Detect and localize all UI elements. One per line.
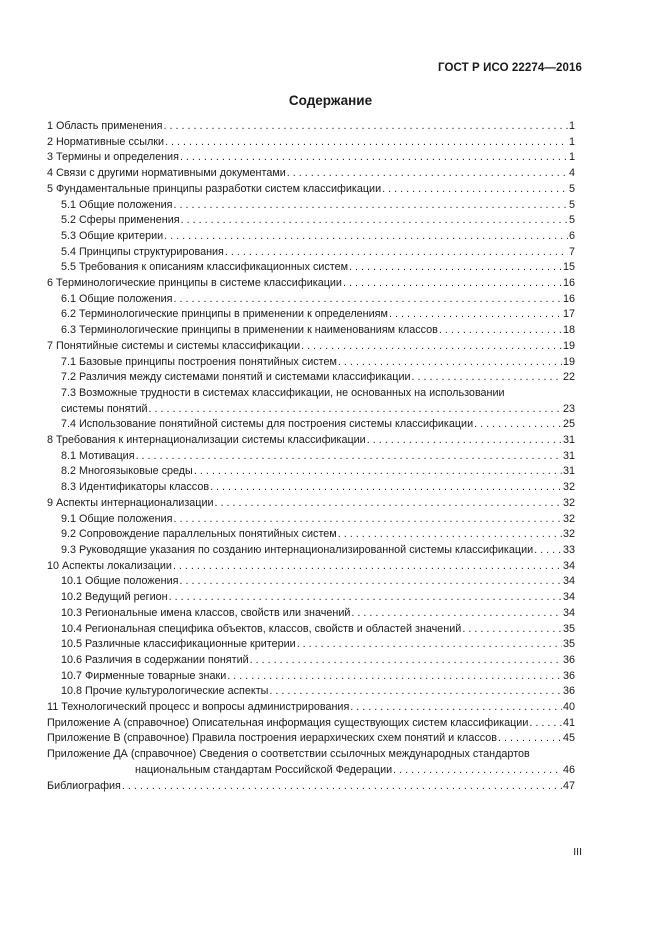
toc-leader-dots xyxy=(210,480,562,496)
toc-entry[interactable] xyxy=(47,669,575,685)
toc-entry-label: 9.1 Общие положения xyxy=(61,512,173,525)
toc-entry[interactable] xyxy=(47,574,575,590)
toc-entry[interactable] xyxy=(47,292,575,308)
toc-entry[interactable] xyxy=(47,213,575,229)
toc-entry[interactable] xyxy=(47,590,575,606)
toc-leader-dots xyxy=(412,370,562,386)
toc-entry-page: 46 xyxy=(562,763,575,776)
toc-entry[interactable] xyxy=(47,417,575,433)
toc-entry-page: 31 xyxy=(562,465,575,478)
toc-entry[interactable] xyxy=(47,229,575,245)
toc-entry[interactable] xyxy=(47,700,575,716)
toc-entry-page: 19 xyxy=(562,339,575,352)
toc-entry[interactable] xyxy=(47,433,575,449)
toc-leader-dots xyxy=(474,417,562,433)
toc-leader-dots xyxy=(462,622,562,638)
toc-entry-label: 10.2 Ведущий регион xyxy=(61,591,168,604)
toc-entry-label: 10.5 Различные классификационные критерии xyxy=(61,638,296,651)
toc-entry[interactable] xyxy=(47,150,575,166)
toc-leader-dots xyxy=(180,574,562,590)
toc-entry-page: 31 xyxy=(562,434,575,447)
toc-leader-dots xyxy=(297,637,562,653)
toc-leader-dots xyxy=(301,339,562,355)
toc-leader-dots xyxy=(194,464,562,480)
toc-entry-page: 34 xyxy=(562,575,575,588)
toc-entry[interactable] xyxy=(47,622,575,638)
toc-entry-multiline[interactable] xyxy=(47,747,575,778)
toc-entry-label: 10.6 Различия в содержании понятий xyxy=(61,653,249,666)
toc-entry-label: 8.2 Многоязыковые среды xyxy=(61,465,193,478)
toc-entry[interactable] xyxy=(47,779,575,795)
toc-entry-label: Приложение В (справочное) Правила построения иерархических схем понятий и классов xyxy=(47,732,497,745)
toc-entry-label: 8 Требования к интернационализации системы классификации xyxy=(47,434,366,447)
toc-entry-page: 34 xyxy=(562,606,575,619)
toc-entry[interactable] xyxy=(47,653,575,669)
toc-entry[interactable] xyxy=(47,276,575,292)
toc-leader-dots xyxy=(165,135,568,151)
toc-entry-label: 5.1 Общие положения xyxy=(61,198,173,211)
toc-entry[interactable] xyxy=(47,370,575,386)
toc-entry-page: 25 xyxy=(562,418,575,431)
toc-leader-dots xyxy=(164,229,568,245)
toc-entry[interactable] xyxy=(47,496,575,512)
toc-entry-page: 23 xyxy=(562,402,575,415)
toc-leader-dots xyxy=(367,433,562,449)
toc-leader-dots xyxy=(136,449,562,465)
toc-entry-label: 9.3 Руководящие указания по созданию интернационализированной системы классификации xyxy=(61,543,534,556)
toc-entry-label-line1: 7.3 Возможные трудности в системах классификации, не основанных на использовании xyxy=(61,386,505,399)
toc-entry-label: 7 Понятийные системы и системы классификации xyxy=(47,339,301,352)
toc-leader-dots xyxy=(382,182,568,198)
toc-entry[interactable] xyxy=(47,512,575,528)
toc-entry-label: 5.5 Требования к описаниям классификационных систем xyxy=(61,261,349,274)
toc-entry-page: 1 xyxy=(568,135,575,148)
document-code: ГОСТ Р ИСО 22274—2016 xyxy=(437,62,582,74)
toc-leader-dots xyxy=(350,700,562,716)
toc-entry-page: 22 xyxy=(562,371,575,384)
toc-title: Содержание xyxy=(288,93,373,108)
toc-entry-label: Приложение А (справочное) Описательная информация существующих систем классификации xyxy=(47,716,529,729)
toc-entry-label: 6 Терминологические принципы в системе классификации xyxy=(47,277,342,290)
toc-entry-label: 10 Аспекты локализации xyxy=(47,559,172,572)
toc-entry[interactable] xyxy=(47,716,575,732)
toc-entry-label: 7.2 Различия между системами понятий и системами классификации xyxy=(61,371,411,384)
toc-entry-page: 32 xyxy=(562,512,575,525)
toc-entry-page: 41 xyxy=(562,716,575,729)
toc-leader-dots xyxy=(181,213,568,229)
toc-entry-label: 10.3 Региональные имена классов, свойств или значений xyxy=(61,606,351,619)
toc-entry-page: 15 xyxy=(562,261,575,274)
toc-entry-page: 1 xyxy=(568,151,575,164)
toc-entry[interactable] xyxy=(47,464,575,480)
toc-entry[interactable] xyxy=(47,731,575,747)
toc-leader-dots xyxy=(164,119,568,135)
toc-entry-label: 3 Термины и определения xyxy=(47,151,179,164)
toc-entry-label: 6.3 Терминологические принципы в применении к наименованиям классов xyxy=(61,324,438,337)
toc-entry-label: 7.1 Базовые принципы построения понятийных систем xyxy=(61,355,337,368)
toc-entry[interactable] xyxy=(47,166,575,182)
toc-entry[interactable] xyxy=(47,323,575,339)
toc-entry-label: 10.8 Прочие культурологические аспекты xyxy=(61,685,269,698)
toc-entry-page: 45 xyxy=(562,732,575,745)
toc-entry-page: 17 xyxy=(562,308,575,321)
toc-entry-page: 32 xyxy=(562,528,575,541)
toc-entry[interactable] xyxy=(47,449,575,465)
toc-entry-label: 6.2 Терминологические принципы в применении к определениям xyxy=(61,308,388,321)
toc-entry-label: 9.2 Сопровождение параллельных понятийных систем xyxy=(61,528,337,541)
toc-leader-dots xyxy=(439,323,562,339)
toc-entry[interactable] xyxy=(47,763,575,779)
toc-leader-dots xyxy=(338,527,562,543)
toc-entry-label: 10.4 Региональная специфика объектов, классов, свойств и областей значений xyxy=(61,622,462,635)
toc-entry-page: 34 xyxy=(562,591,575,604)
toc-entry-page: 31 xyxy=(562,449,575,462)
toc-entry-page: 32 xyxy=(562,496,575,509)
toc-entry[interactable] xyxy=(47,480,575,496)
toc-entry-label: 10.1 Общие положения xyxy=(61,575,179,588)
toc-entry-label: 8.3 Идентификаторы классов xyxy=(61,481,210,494)
toc-leader-dots xyxy=(174,198,568,214)
toc-entry-label: 5.2 Сферы применения xyxy=(61,214,180,227)
toc-entry[interactable] xyxy=(47,684,575,700)
toc-entry[interactable] xyxy=(47,245,575,261)
toc-leader-dots xyxy=(269,684,562,700)
toc-entry[interactable] xyxy=(47,198,575,214)
toc-entry[interactable] xyxy=(47,135,575,151)
toc-entry-page: 36 xyxy=(562,685,575,698)
toc-entry[interactable] xyxy=(47,182,575,198)
toc-entry[interactable] xyxy=(47,559,575,575)
table-of-contents xyxy=(47,119,575,794)
toc-entry-page: 33 xyxy=(562,543,575,556)
toc-leader-dots xyxy=(498,731,562,747)
toc-entry-page: 36 xyxy=(562,669,575,682)
toc-entry-label-line1: Приложение ДА (справочное) Сведения о соответствии ссылочных международных стандартов xyxy=(47,748,530,761)
toc-entry-page: 32 xyxy=(562,481,575,494)
toc-entry-page: 5 xyxy=(568,182,575,195)
toc-entry[interactable] xyxy=(47,307,575,323)
toc-entry-label: 9 Аспекты интернационализации xyxy=(47,496,214,509)
toc-leader-dots xyxy=(173,559,562,575)
toc-entry-page: 16 xyxy=(562,277,575,290)
toc-entry-label: национальным стандартам Российской Федерации xyxy=(135,763,393,776)
toc-leader-dots xyxy=(149,402,562,418)
toc-entry-label: 1 Область применения xyxy=(47,120,163,132)
toc-entry-page: 5 xyxy=(568,214,575,227)
toc-entry-page: 1 xyxy=(568,120,575,132)
toc-leader-dots xyxy=(169,590,562,606)
toc-entry-label: 8.1 Мотивация xyxy=(61,449,135,462)
toc-entry-label: 6.1 Общие положения xyxy=(61,292,173,305)
toc-entry-page: 47 xyxy=(562,779,575,792)
toc-leader-dots xyxy=(349,260,562,276)
toc-leader-dots xyxy=(529,716,562,732)
toc-leader-dots xyxy=(225,245,568,261)
toc-entry-page: 34 xyxy=(562,559,575,572)
toc-entry-label: 10.7 Фирменные товарные знаки xyxy=(61,669,227,682)
toc-entry-label: 2 Нормативные ссылки xyxy=(47,135,165,148)
toc-entry-page: 7 xyxy=(568,245,575,258)
toc-entry-page: 6 xyxy=(568,229,575,242)
toc-entry-page: 5 xyxy=(568,198,575,211)
toc-entry[interactable] xyxy=(47,260,575,276)
toc-leader-dots xyxy=(534,543,562,559)
toc-leader-dots xyxy=(338,355,562,371)
toc-entry[interactable] xyxy=(47,543,575,559)
toc-leader-dots xyxy=(393,763,562,779)
toc-entry[interactable] xyxy=(47,606,575,622)
toc-entry-page: 36 xyxy=(562,653,575,666)
toc-leader-dots xyxy=(287,166,568,182)
toc-entry-label: 7.4 Использование понятийной системы для построения системы классификации xyxy=(61,418,474,431)
toc-entry-page: 19 xyxy=(562,355,575,368)
toc-entry[interactable] xyxy=(47,637,575,653)
toc-entry-label: системы понятий xyxy=(61,402,148,415)
toc-leader-dots xyxy=(122,779,562,795)
toc-entry-page: 16 xyxy=(562,292,575,305)
toc-entry[interactable] xyxy=(61,402,575,418)
toc-entry-page: 40 xyxy=(562,701,575,714)
toc-leader-dots xyxy=(227,669,562,685)
toc-entry[interactable] xyxy=(47,355,575,371)
toc-entry-label: 11 Технологический процесс и вопросы администрирования xyxy=(47,701,350,714)
toc-entry-label: 5.4 Принципы структурирования xyxy=(61,245,224,258)
toc-entry-page: 35 xyxy=(562,638,575,651)
toc-entry-label: 5 Фундаментальные принципы разработки систем классификации xyxy=(47,182,382,195)
toc-entry-page: 18 xyxy=(562,324,575,337)
toc-entry-label: Библиография xyxy=(47,779,121,792)
toc-leader-dots xyxy=(250,653,562,669)
toc-entry-label: 5.3 Общие критерии xyxy=(61,229,164,242)
toc-entry[interactable] xyxy=(47,119,575,135)
toc-leader-dots xyxy=(215,496,562,512)
toc-entry-page: 4 xyxy=(568,167,575,180)
toc-entry[interactable] xyxy=(47,527,575,543)
toc-entry-page: 35 xyxy=(562,622,575,635)
toc-leader-dots xyxy=(343,276,562,292)
toc-leader-dots xyxy=(389,307,562,323)
toc-leader-dots xyxy=(180,150,568,166)
toc-entry-multiline[interactable] xyxy=(47,386,575,417)
page-number: III xyxy=(573,846,582,858)
toc-entry-label: 4 Связи с другими нормативными документами xyxy=(47,167,286,180)
toc-leader-dots xyxy=(351,606,562,622)
toc-entry[interactable] xyxy=(47,339,575,355)
toc-leader-dots xyxy=(174,512,562,528)
toc-leader-dots xyxy=(174,292,562,308)
